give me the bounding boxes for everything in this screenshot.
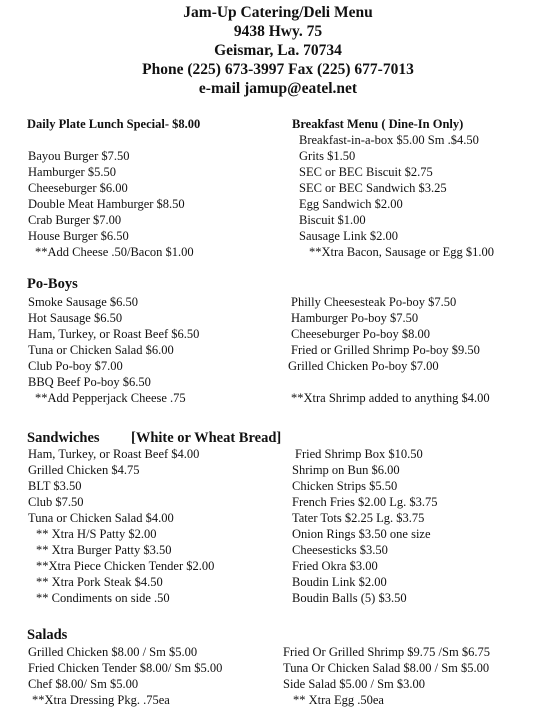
- list-item: ** Xtra Pork Steak $4.50: [36, 575, 163, 589]
- list-item: Grilled Chicken $8.00 / Sm $5.00: [28, 645, 198, 659]
- email: e-mail jamup@eatel.net: [198, 80, 358, 97]
- poboys-heading: Po-Boys: [27, 276, 78, 292]
- list-item: Onion Rings $3.50 one size: [292, 527, 431, 541]
- list-item: **Xtra Bacon, Sausage or Egg $1.00: [309, 245, 495, 259]
- menu-title: Jam-Up Catering/Deli Menu: [183, 4, 373, 21]
- list-item: Chicken Strips $5.50: [292, 479, 398, 493]
- list-item: **Xtra Shrimp added to anything $4.00: [291, 391, 490, 405]
- list-item: Biscuit $1.00: [299, 213, 366, 227]
- list-item: Double Meat Hamburger $8.50: [28, 197, 185, 211]
- list-item: Tater Tots $2.25 Lg. $3.75: [292, 511, 425, 525]
- list-item: Philly Cheesesteak Po-boy $7.50: [291, 295, 457, 309]
- bread-choice: [White or Wheat Bread]: [131, 430, 282, 446]
- list-item: Chef $8.00/ Sm $5.00: [28, 677, 139, 691]
- list-item: Smoke Sausage $6.50: [28, 295, 139, 309]
- list-item: **Add Pepperjack Cheese .75: [35, 391, 186, 405]
- list-item: **Xtra Dressing Pkg. .75ea: [32, 693, 170, 707]
- list-item: Tuna or Chicken Salad $4.00: [28, 511, 174, 525]
- list-item: Egg Sandwich $2.00: [299, 197, 403, 211]
- list-item: Club $7.50: [28, 495, 84, 509]
- daily-special-heading: Daily Plate Lunch Special- $8.00: [27, 117, 201, 131]
- list-item: House Burger $6.50: [28, 229, 129, 243]
- list-item: Bayou Burger $7.50: [28, 149, 130, 163]
- list-item: ** Condiments on side .50: [36, 591, 170, 605]
- list-item: Cheesesticks $3.50: [292, 543, 388, 557]
- address-street: 9438 Hwy. 75: [233, 23, 323, 40]
- phone-fax: Phone (225) 673-3997 Fax (225) 677-7013: [142, 61, 414, 78]
- list-item: BBQ Beef Po-boy $6.50: [28, 375, 151, 389]
- list-item: Shrimp on Bun $6.00: [292, 463, 400, 477]
- list-item: French Fries $2.00 Lg. $3.75: [292, 495, 438, 509]
- list-item: SEC or BEC Sandwich $3.25: [299, 181, 447, 195]
- breakfast-heading: Breakfast Menu ( Dine-In Only): [292, 117, 464, 131]
- list-item: Ham, Turkey, or Roast Beef $6.50: [28, 327, 200, 341]
- list-item: Crab Burger $7.00: [28, 213, 122, 227]
- list-item: Grilled Chicken $4.75: [28, 463, 140, 477]
- list-item: Breakfast-in-a-box $5.00 Sm .$4.50: [299, 133, 479, 147]
- list-item: ** Xtra H/S Patty $2.00: [36, 527, 157, 541]
- list-item: Cheeseburger Po-boy $8.00: [291, 327, 430, 341]
- list-item: Fried Or Grilled Shrimp $9.75 /Sm $6.75: [283, 645, 490, 659]
- list-item: **Add Cheese .50/Bacon $1.00: [35, 245, 194, 259]
- list-item: Grits $1.50: [299, 149, 356, 163]
- list-item: SEC or BEC Biscuit $2.75: [299, 165, 433, 179]
- list-item: Hot Sausage $6.50: [28, 311, 123, 325]
- salads-heading: Salads: [27, 627, 68, 643]
- menu-header: [0, 3, 556, 98]
- list-item: Tuna Or Chicken Salad $8.00 / Sm $5.00: [283, 661, 490, 675]
- list-item: Grilled Chicken Po-boy $7.00: [288, 359, 439, 373]
- list-item: **Xtra Piece Chicken Tender $2.00: [36, 559, 215, 573]
- list-item: Fried or Grilled Shrimp Po-boy $9.50: [291, 343, 480, 357]
- list-item: Cheeseburger $6.00: [28, 181, 128, 195]
- list-item: Sausage Link $2.00: [299, 229, 398, 243]
- address-city: Geismar, La. 70734: [214, 42, 342, 59]
- list-item: Hamburger Po-boy $7.50: [291, 311, 419, 325]
- list-item: Fried Chicken Tender $8.00/ Sm $5.00: [28, 661, 223, 675]
- list-item: Hamburger $5.50: [28, 165, 116, 179]
- sandwiches-heading: Sandwiches: [27, 430, 100, 446]
- list-item: BLT $3.50: [28, 479, 82, 493]
- list-item: Ham, Turkey, or Roast Beef $4.00: [28, 447, 200, 461]
- list-item: Boudin Link $2.00: [292, 575, 387, 589]
- list-item: Club Po-boy $7.00: [28, 359, 123, 373]
- list-item: ** Xtra Egg .50ea: [293, 693, 384, 707]
- list-item: ** Xtra Burger Patty $3.50: [36, 543, 172, 557]
- list-item: Side Salad $5.00 / Sm $3.00: [283, 677, 426, 691]
- list-item: Fried Okra $3.00: [292, 559, 378, 573]
- list-item: Fried Shrimp Box $10.50: [295, 447, 423, 461]
- list-item: Tuna or Chicken Salad $6.00: [28, 343, 174, 357]
- list-item: Boudin Balls (5) $3.50: [292, 591, 407, 605]
